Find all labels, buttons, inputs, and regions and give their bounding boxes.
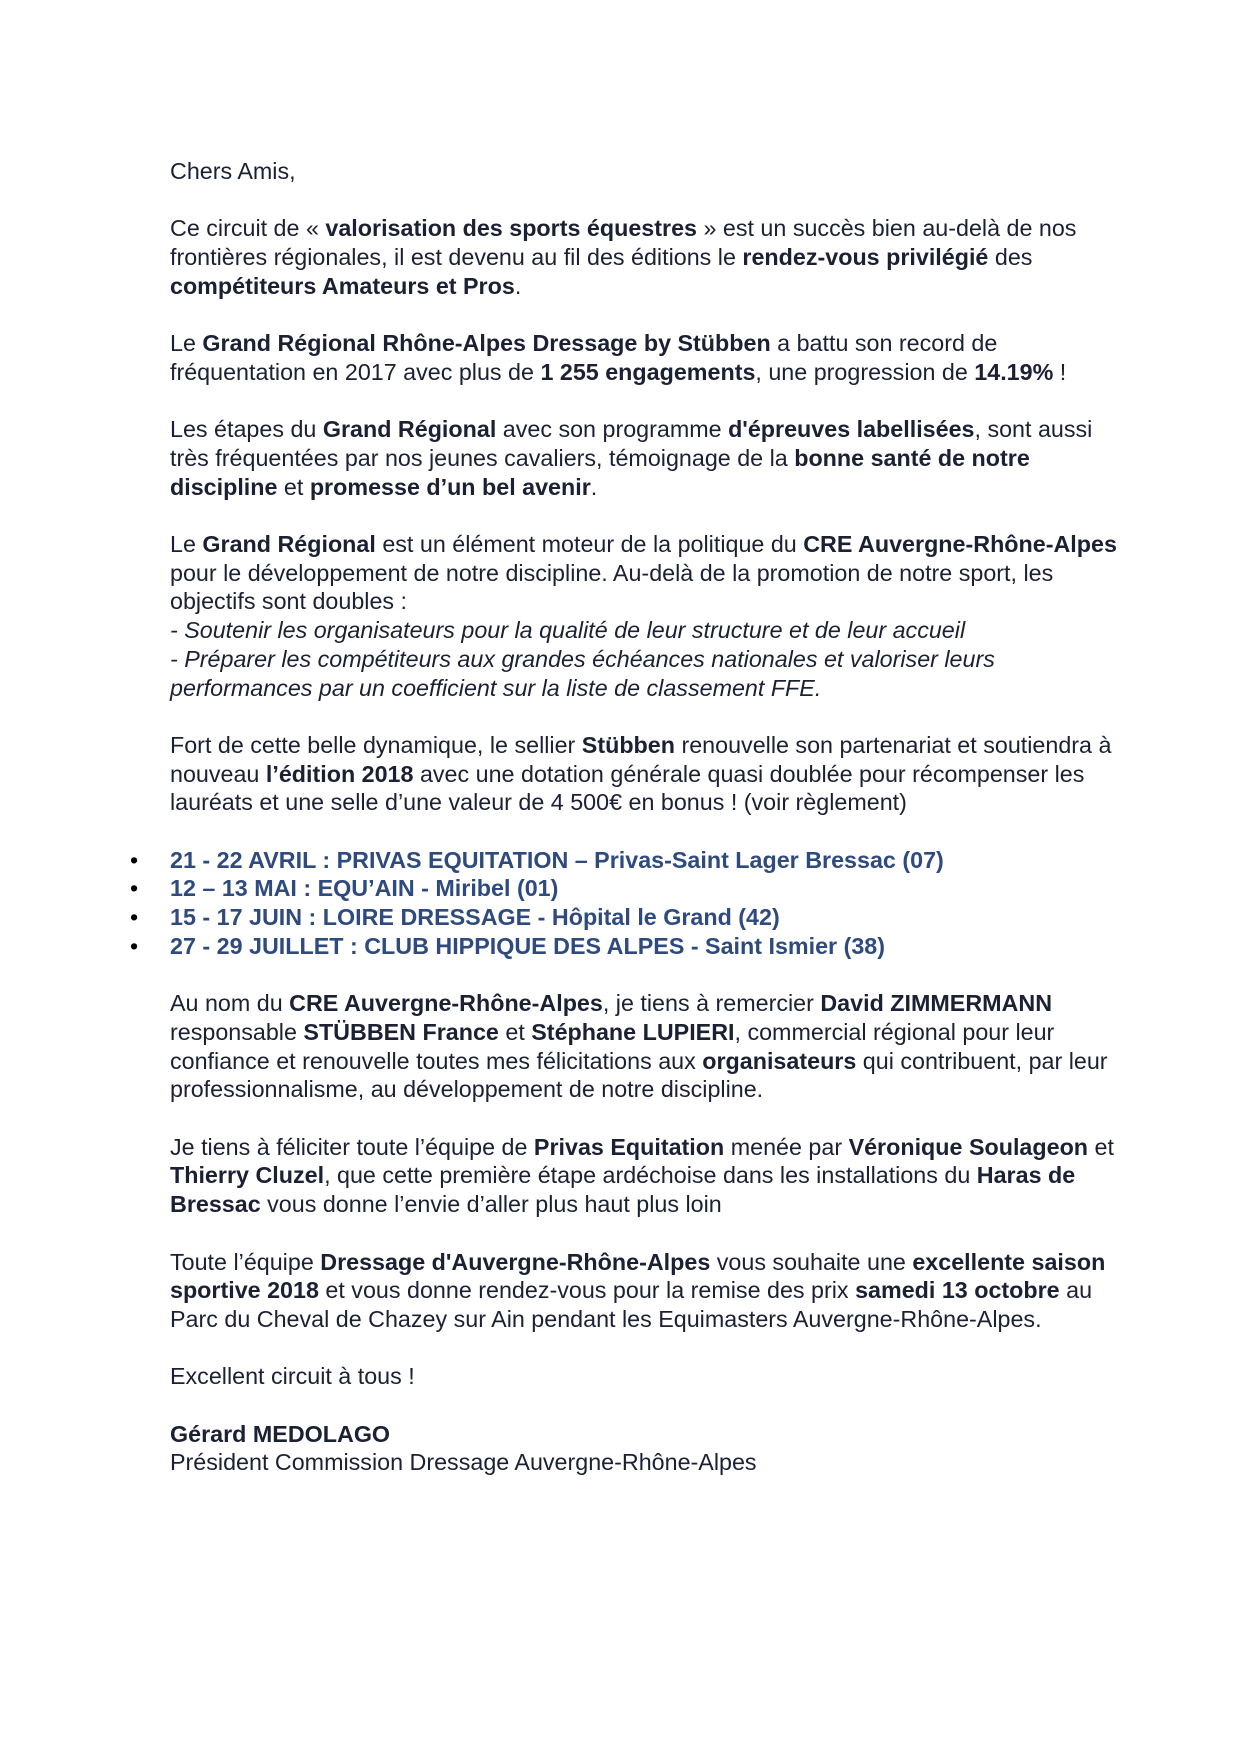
letter <box>130 157 1130 1477</box>
text: vous donne l’envie d’aller plus haut plus loin <box>260 1191 722 1218</box>
bold-text: promesse d’un bel avenir <box>309 473 591 500</box>
italic-text: - Préparer les compétiteurs aux grandes échéances nationales et valoriser leurs performances par un coefficient sur la liste de classement FFE. <box>170 645 995 701</box>
bullet-icon: • <box>130 875 139 902</box>
bold-text: samedi 13 octobre <box>855 1277 1060 1304</box>
text: Le <box>170 531 203 558</box>
event-text: 15 - 17 JUIN : LOIRE DRESSAGE - Hôpital le Grand (42) <box>170 904 780 931</box>
event-list <box>130 846 1130 961</box>
bold-text: d'épreuves labellisées <box>728 416 975 443</box>
text: , je tiens à remercier <box>602 990 821 1017</box>
bullet-icon: • <box>130 846 139 873</box>
text: menée par <box>724 1133 849 1160</box>
italic-text: - Soutenir les organisateurs pour la qualité de leur structure et de leur accueil <box>170 617 966 644</box>
text: , commercial régional pour leur confiance et renouvelle toutes mes félicitations aux <box>170 1018 1055 1074</box>
signature-title: Président Commission Dressage Auvergne-Rhône-Alpes <box>170 1449 757 1476</box>
text: . <box>514 272 522 299</box>
text: et vous donne rendez-vous pour la remise des prix <box>318 1277 856 1304</box>
list-item <box>130 932 1130 961</box>
text: et <box>277 473 310 500</box>
text: Je tiens à féliciter toute l’équipe de <box>170 1133 534 1160</box>
list-item <box>130 874 1130 903</box>
list-item <box>130 903 1130 932</box>
bullet-icon: • <box>130 904 139 931</box>
text: des <box>988 244 1033 271</box>
text: et <box>1088 1133 1114 1160</box>
objective-item <box>170 645 1130 702</box>
text: renouvelle son partenariat et soutiendra à nouveau <box>170 731 1112 787</box>
paragraph-thanks <box>170 989 1130 1104</box>
text: est un élément moteur de la politique du <box>375 531 804 558</box>
bold-text: compétiteurs Amateurs et Pros <box>170 272 515 299</box>
bold-text: Grand Régional <box>202 531 376 558</box>
text: » est un succès bien au-delà de nos frontières régionales, il est devenu au fil des éditions le <box>170 215 1077 271</box>
text: a battu son record de fréquentation en 2017 avec plus de <box>170 330 998 385</box>
bold-text: Grand Régional Rhône-Alpes Dressage by Stübben <box>202 330 771 357</box>
bold-text: Stéphane LUPIERI <box>531 1018 735 1045</box>
text: qui contribuent, par leur professionnalisme, au développement de notre discipline. <box>170 1047 1108 1103</box>
paragraph-congratulations <box>170 1133 1130 1219</box>
text: au Parc du Cheval de Chazey sur Ain pendant les Equimasters Auvergne-Rhône-Alpes. <box>170 1277 1093 1332</box>
text: Ce circuit de « <box>170 215 326 242</box>
bold-text: 1 255 engagements <box>540 358 756 385</box>
text: Toute l’équipe <box>170 1248 321 1275</box>
text: pour le développement de notre discipline. Au-delà de la promotion de notre sport, les objectifs sont doubles : <box>170 559 1054 615</box>
objectives-intro <box>170 530 1130 616</box>
paragraph-stages <box>170 415 1130 501</box>
bullet-icon: • <box>130 932 139 959</box>
text: , une progression de <box>755 358 975 385</box>
bold-text: CRE Auvergne-Rhône-Alpes <box>289 990 603 1017</box>
bold-text: STÜBBEN France <box>303 1018 499 1045</box>
text: . <box>590 473 598 500</box>
event-text: 12 – 13 MAI : EQU’AIN - Miribel (01) <box>170 875 559 902</box>
text: Le <box>170 330 203 357</box>
list-item <box>130 846 1130 875</box>
bold-text: CRE Auvergne-Rhône-Alpes <box>803 531 1117 558</box>
text: ! <box>1053 358 1067 385</box>
bold-text: Dressage d'Auvergne-Rhône-Alpes <box>320 1248 711 1275</box>
paragraph-objectives <box>170 530 1130 702</box>
bold-text: l’édition 2018 <box>265 760 414 787</box>
text: Les étapes du <box>170 416 323 443</box>
bold-text: Haras de Bressac <box>170 1162 1076 1218</box>
closing-line: Excellent circuit à tous ! <box>170 1363 415 1390</box>
bold-text: Privas Equitation <box>533 1133 725 1160</box>
event-text: 27 - 29 JUILLET : CLUB HIPPIQUE DES ALPES - Saint Ismier (38) <box>170 932 886 959</box>
bold-text: organisateurs <box>702 1047 857 1074</box>
bold-text: Véronique Soulageon <box>848 1133 1089 1160</box>
text: avec son programme <box>496 416 729 443</box>
bold-text: David ZIMMERMANN <box>820 990 1053 1017</box>
signature-name: Gérard MEDOLAGO <box>170 1420 391 1447</box>
bold-text: bonne santé de notre discipline <box>170 444 1030 500</box>
bold-text: valorisation des sports équestres <box>325 215 697 242</box>
text: et <box>498 1018 532 1045</box>
text: responsable <box>170 1018 304 1045</box>
text: Au nom du <box>170 990 290 1017</box>
bold-text: Grand Régional <box>322 416 497 443</box>
bold-text: Stübben <box>581 731 675 758</box>
paragraph-record <box>170 329 1130 386</box>
bold-text: Thierry Cluzel <box>170 1162 325 1189</box>
text: Fort de cette belle dynamique, le sellier <box>170 731 582 758</box>
paragraph-season-wishes <box>170 1248 1130 1334</box>
paragraph-partnership <box>170 731 1130 817</box>
text: vous souhaite une <box>710 1248 913 1275</box>
bold-text: 14.19% <box>974 358 1054 385</box>
text: avec une dotation générale quasi doublée pour récompenser les lauréats et une selle d’une valeur de 4 500€ en bonus ! (voir règlement) <box>170 760 1085 816</box>
text: , que cette première étape ardéchoise dans les installations du <box>324 1162 977 1189</box>
paragraph-circuit-intro <box>170 214 1130 300</box>
bold-text: rendez-vous privilégié <box>742 244 989 271</box>
bold-text: excellente saison sportive 2018 <box>170 1248 1106 1304</box>
text: , sont aussi très fréquentées par nos jeunes cavaliers, témoignage de la <box>170 416 1093 471</box>
objective-item <box>170 616 1130 645</box>
event-text: 21 - 22 AVRIL : PRIVAS EQUITATION – Privas-Saint Lager Bressac (07) <box>170 846 944 873</box>
greeting: Chers Amis, <box>170 158 296 184</box>
